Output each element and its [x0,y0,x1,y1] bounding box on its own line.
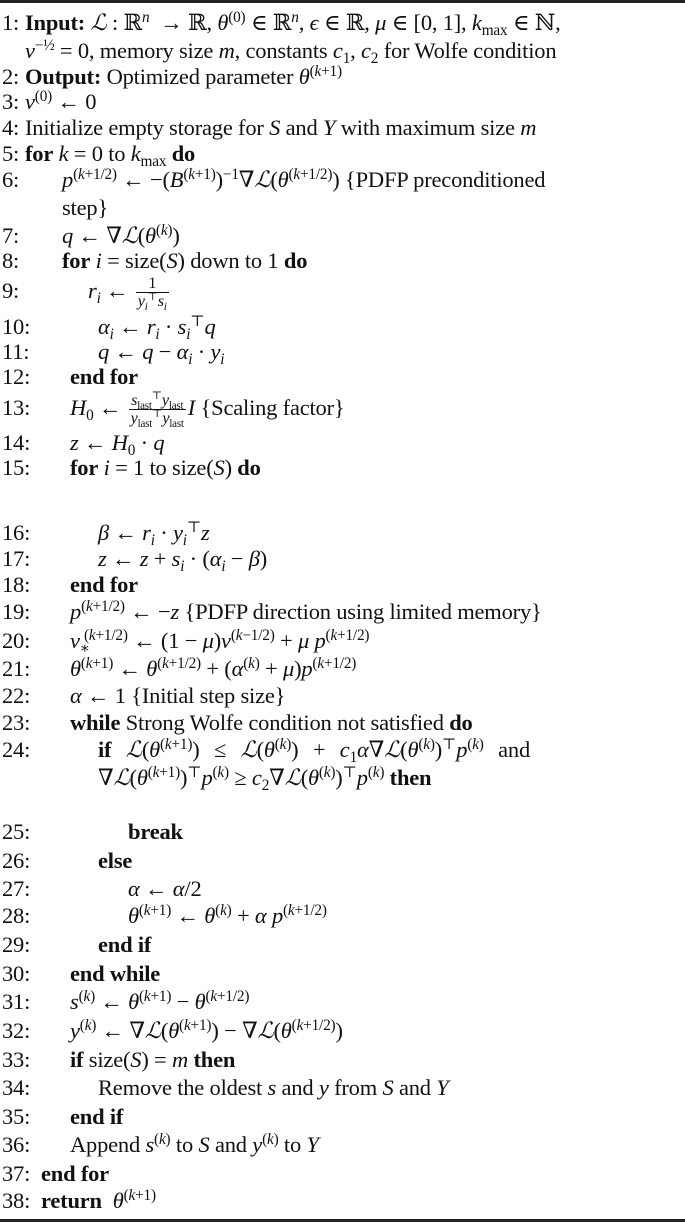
line-number: 18: [2,572,31,597]
line-number: 32: [2,1018,31,1043]
line-content: if size(S) = m then [70,1047,236,1072]
line-content: $p^{(k+1/2)}$ ← $-(B^{(k+1)})^{-1}\nabla ℒ(\theta^{(k+1/2)})$ {PDFP preconditioned [62,165,546,193]
line-content: for k = 0 to $k_{max}$ do [25,141,196,170]
line-number: 30: [2,961,31,986]
comment: step} [62,195,109,220]
line-content: z ← $z + s_i \cdot (\alpha_i - \beta)$ [98,546,268,575]
line-number: 7: [2,223,20,248]
line-content: q ← $q - \alpha_i \cdot y_i$ [98,339,225,368]
line-number: 19: [2,599,31,624]
top-rule [0,0,685,3]
line-content: $r_i$ ← $\frac{1}{y_i^⊤s_i}$ [88,274,167,313]
line-content: α ← α/2 [128,876,202,901]
line-number: 4: [2,115,20,140]
line-number: 13: [2,395,31,420]
line-number: 15: [2,455,31,480]
algo-line-24 [0,736,680,764]
line-content: Remove the oldest s and y from S and Y [98,1075,449,1100]
line-number: 35: [2,1104,31,1129]
line-number: 8: [2,248,20,273]
line-number: 3: [2,89,20,114]
line-number: 24: [2,737,31,762]
line-number: 23: [2,710,31,735]
line-number: 9: [2,278,20,303]
line-content: if $ℒ(\theta^{(k+1)})$ ≤ $ℒ(\theta^{(k)})$ + $c_1\alpha\nabla ℒ(\theta^{(k)})^⊤p^{(k)}$ and [98,735,531,766]
keyword-return: return [41,1188,102,1213]
keyword-input: Input: [25,10,86,35]
line-content: $\nabla ℒ(\theta^{(k+1)})^⊤p^{(k)}$ ≥ $c_2\nabla ℒ(\theta^{(k)})^⊤p^{(k)}$ then [98,763,432,794]
line-number: 14: [2,430,31,455]
line-number: 28: [2,903,31,928]
line-content: α ← 1 {Initial step size} [70,683,286,708]
line-content: $v^{-\frac{1}{2}} = 0$, memory size m, constants $c_1$, $c_2$ for Wolfe condition [25,36,557,67]
line-number: 33: [2,1047,31,1072]
line-number: 20: [2,628,31,653]
line-content: return $\theta^{(k+1)}$ [41,1186,156,1213]
line-content: z ← $H_0 \cdot q$ [70,430,165,459]
comment: {Scaling factor} [200,395,345,420]
line-number: 21: [2,656,31,681]
line-number: 36: [2,1132,31,1157]
keyword-end-while: end while [70,961,161,986]
line-number: 22: [2,683,31,708]
line-content: Output: Optimized parameter $\theta^{(k+1)}$ [25,62,342,89]
line-number: 34: [2,1075,31,1100]
keyword-end-if: end if [98,932,152,957]
line-content: Append $s^{(k)}$ to S and $y^{(k)}$ to Y [70,1130,319,1157]
line-content: $\alpha_i$ ← $r_i \cdot s_i^⊤q$ [98,312,216,343]
line-number: 37: [2,1161,31,1186]
line-number: 17: [2,546,31,571]
comment: {Initial step size} [131,683,286,708]
line-content: Input: ℒ : ℝ$^n$ → ℝ, $\theta^{(0)}$ ∈ ℝ$^n$, ϵ ∈ ℝ, μ ∈ [0, 1], $k_{max}$ ∈ ℕ, [25,8,561,39]
line-number: 25: [2,819,31,844]
line-number: 16: [2,520,31,545]
comment: {PDFP direction using limited memory} [184,599,542,624]
line-content [62,194,108,222]
keyword-else: else [98,848,133,873]
line-content: $p^{(k+1/2)}$ ← −z {PDFP direction using limited memory} [70,597,542,624]
line-content: while Strong Wolfe condition not satisfied do [70,710,473,735]
line-content: $s^{(k)}$ ← $\theta^{(k+1)} - \theta^{(k+1/2)}$ [70,987,250,1014]
line-number: 38: [2,1188,31,1213]
keyword-end-for: end for [70,364,138,389]
line-number: 11: [2,339,30,364]
line-number: 10: [2,314,31,339]
line-number: 26: [2,848,31,873]
keyword-end-for: end for [41,1161,109,1186]
keyword-break: break [128,819,183,844]
line-content: $\theta^{(k+1)}$ ← $\theta^{(k)} + \alpha$ $p^{(k+1/2)}$ [128,901,327,928]
line-number: 1: [2,10,20,35]
line-content: q ← $\nabla ℒ(\theta^{(k)})$ [62,221,180,249]
line-content: $\theta^{(k+1)}$ ← $\theta^{(k+1/2)} + (\alpha^{(k)} + \mu)p^{(k+1/2)}$ [70,654,357,681]
line-number: 29: [2,932,31,957]
line-content: $v_∗^{(k+1/2)}$ ← $(1 - \mu)v^{(k-1/2)} + \mu$ $p^{(k+1/2)}$ [70,626,370,657]
line-number: 2: [2,64,20,89]
keyword-output: Output: [25,64,102,89]
comment: {PDFP preconditioned [344,167,546,192]
line-number: 12: [2,364,31,389]
line-content: for i = 1 to size(S) do [70,455,261,480]
keyword-end-for: end for [70,572,138,597]
line-number: 31: [2,989,31,1014]
keyword-end-if: end if [70,1104,124,1129]
line-content: $H_0$ ← $\frac{s_{last}^⊤y_{last}}{y_{last}^⊤y_{last}}$ I {Scaling factor} [70,390,345,430]
line-number: 6: [2,167,20,192]
bottom-rule [0,1219,685,1222]
line-content: $v^{(0)}$ ← 0 [25,87,97,114]
line-content: $y^{(k)}$ ← $\nabla ℒ(\theta^{(k+1)})$ − $\nabla ℒ(\theta^{(k+1/2)})$ [70,1016,343,1044]
line-content: β ← $r_i \cdot y_i^⊤z$ [98,518,210,549]
line-content: Initialize empty storage for S and Y with maximum size m [25,115,537,140]
line-content: for i = size(S) down to 1 do [62,248,308,273]
line-number: 5: [2,141,20,166]
line-number: 27: [2,876,31,901]
